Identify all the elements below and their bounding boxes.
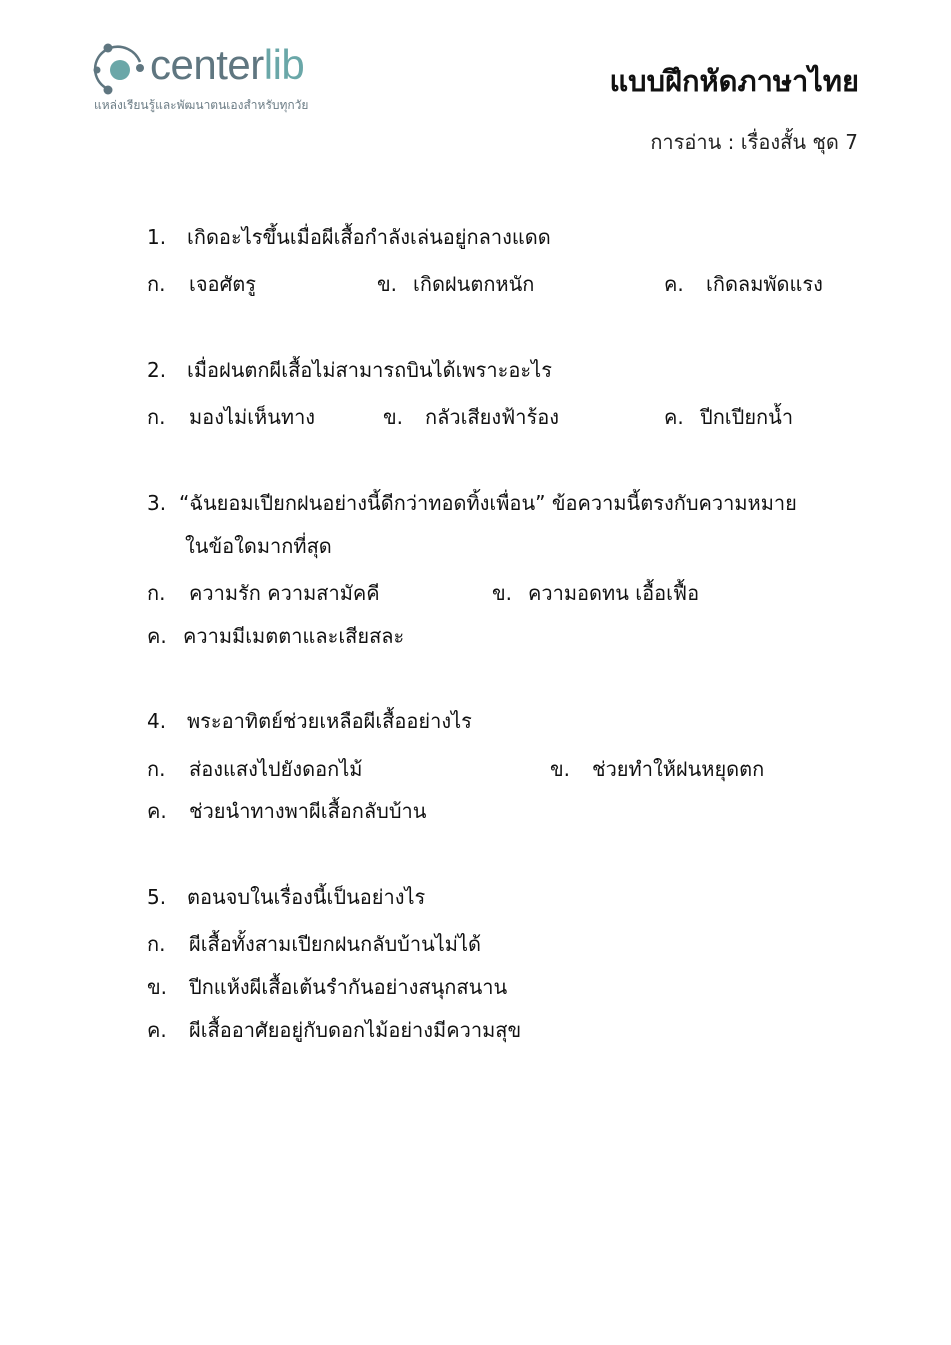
option-text: ความรัก ความสามัคคี [189, 581, 380, 605]
option-q5-c [147, 1014, 521, 1046]
option-marker: ค. [664, 405, 684, 429]
question-3-continuation: ในข้อใดมากที่สุด [185, 534, 332, 558]
option-marker: ข. [492, 581, 513, 605]
question-text: “ฉันยอมเปียกฝนอย่างนี้ดีกว่าทอดทิ้งเพื่อน” ข้อความนี้ตรงกับความหมาย [179, 491, 797, 515]
option-marker: ก. [147, 932, 166, 956]
brand-name: centerlib [150, 41, 305, 88]
brand-tagline: แหล่งเรียนรู้และพัฒนาตนเองสำหรับทุกวัย [94, 98, 309, 112]
question-number: 3. [147, 491, 167, 515]
option-q2-a [147, 401, 315, 433]
centerlib-logo [92, 40, 352, 120]
option-q3-c [147, 620, 404, 652]
question-text: พระอาทิตย์ช่วยเหลือผีเสื้ออย่างไร [187, 709, 472, 733]
option-text: เกิดลมพัดแรง [706, 272, 823, 296]
question-5 [147, 881, 425, 913]
option-marker: ข. [383, 405, 404, 429]
option-marker: ก. [147, 272, 166, 296]
page-subtitle: การอ่าน : เรื่องสั้น ชุด 7 [650, 130, 858, 154]
option-q1-a [147, 268, 256, 300]
question-4 [147, 705, 472, 737]
option-marker: ก. [147, 581, 166, 605]
option-marker: ค. [147, 624, 167, 648]
option-q4-b [550, 753, 764, 785]
option-q4-c [147, 795, 426, 827]
option-marker: ข. [377, 272, 398, 296]
option-text: ปีกเปียกน้ำ [700, 405, 794, 429]
option-text: ความมีเมตตาและเสียสละ [183, 624, 405, 648]
option-q5-a [147, 928, 481, 960]
option-q1-b [377, 268, 534, 300]
option-q4-a [147, 753, 362, 785]
option-text: ช่วยทำให้ฝนหยุดตก [592, 757, 765, 781]
option-q2-b [383, 401, 559, 433]
question-1 [147, 221, 551, 253]
option-text: เจอศัตรู [189, 272, 256, 296]
option-marker: ก. [147, 405, 166, 429]
option-text: ผีเสื้อทั้งสามเปียกฝนกลับบ้านไม่ได้ [189, 932, 482, 956]
option-text: กลัวเสียงฟ้าร้อง [425, 405, 560, 429]
question-number: 1. [147, 225, 167, 249]
question-3 [147, 487, 797, 519]
option-q2-c [664, 401, 793, 433]
question-text: เกิดอะไรขึ้นเมื่อผีเสื้อกำลังเล่นอยู่กลางแดด [187, 225, 551, 249]
option-text: เกิดฝนตกหนัก [413, 272, 535, 296]
option-text: มองไม่เห็นทาง [189, 405, 316, 429]
question-2 [147, 354, 552, 386]
option-q3-a [147, 577, 380, 609]
option-text: ความอดทน เอื้อเฟื้อ [528, 581, 700, 605]
option-marker: ข. [550, 757, 571, 781]
option-marker: ค. [147, 799, 167, 823]
option-marker: ก. [147, 757, 166, 781]
molecule-dots-icon [92, 42, 148, 98]
question-text: เมื่อฝนตกผีเสื้อไม่สามารถบินได้เพราะอะไร [187, 358, 552, 382]
option-q1-c [664, 268, 823, 300]
option-marker: ค. [147, 1018, 167, 1042]
question-number: 5. [147, 885, 167, 909]
option-text: ช่วยนำทางพาผีเสื้อกลับบ้าน [189, 799, 427, 823]
option-text: ปีกแห้งผีเสื้อเต้นรำกันอย่างสนุกสนาน [189, 975, 508, 999]
option-marker: ข. [147, 975, 168, 999]
question-number: 2. [147, 358, 167, 382]
option-text: ส่องแสงไปยังดอกไม้ [189, 757, 363, 781]
option-marker: ค. [664, 272, 684, 296]
option-q3-b [492, 577, 699, 609]
option-text: ผีเสื้ออาศัยอยู่กับดอกไม้อย่างมีความสุข [189, 1018, 522, 1042]
page-title: แบบฝึกหัดภาษาไทย [609, 64, 859, 98]
question-text: ตอนจบในเรื่องนี้เป็นอย่างไร [187, 885, 426, 909]
question-number: 4. [147, 709, 167, 733]
option-q5-b [147, 971, 507, 1003]
